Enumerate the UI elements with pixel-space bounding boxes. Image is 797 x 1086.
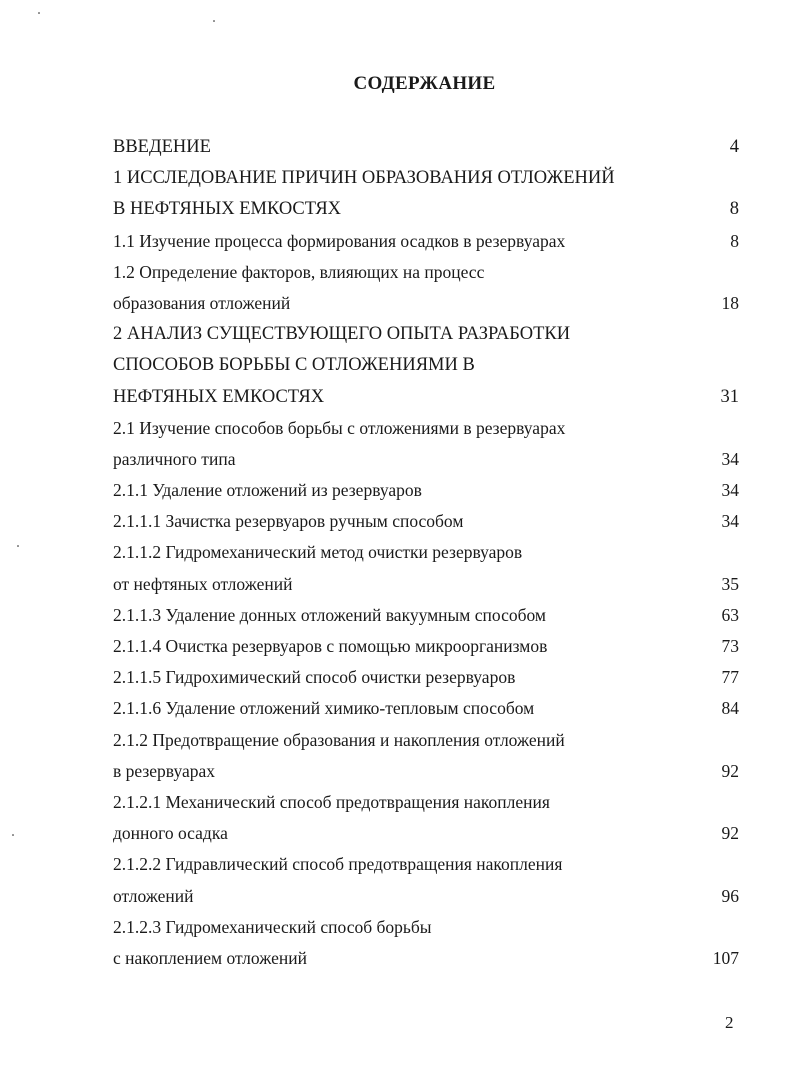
toc-entry (113, 756, 739, 787)
table-of-contents (113, 132, 739, 974)
toc-entry (113, 818, 739, 849)
toc-entry-title: образования отложений (113, 292, 291, 313)
page-title: СОДЕРЖАНИЕ (353, 73, 496, 94)
toc-entry-title: ВВЕДЕНИЕ (113, 137, 211, 157)
toc-entry-title: 2.1.2 Предотвращение образования и накопления отложений (113, 729, 565, 750)
toc-entry-title: 2.1.1.6 Удаление отложений химико-тепловым способом (113, 698, 535, 719)
toc-entry (113, 444, 739, 475)
toc-entry-page: 18 (721, 292, 739, 313)
toc-entry (113, 569, 739, 600)
toc-entry-page: 8 (729, 199, 739, 220)
toc-entry-page: 107 (712, 947, 739, 968)
toc-entry (113, 194, 739, 225)
toc-entry (113, 631, 739, 662)
toc-entry-page: 34 (721, 448, 739, 469)
toc-entry-title: 2.1.1.5 Гидрохимический способ очистки резервуаров (113, 667, 516, 688)
toc-entry (113, 257, 739, 288)
toc-entry (113, 912, 739, 943)
toc-entry-page: 34 (721, 511, 739, 532)
toc-entry (113, 943, 739, 974)
toc-entry-page: 92 (721, 823, 739, 844)
toc-entry-title: 2.1.1.3 Удаление донных отложений вакуумным способом (113, 604, 546, 625)
toc-entry-page: 96 (721, 885, 739, 906)
toc-entry (113, 506, 739, 537)
toc-entry-title: В НЕФТЯНЫХ ЕМКОСТЯХ (113, 199, 342, 220)
page-number: 2 (725, 1013, 734, 1032)
toc-entry-page: 92 (721, 760, 739, 781)
toc-entry-title: НЕФТЯНЫХ ЕМКОСТЯХ (113, 386, 325, 407)
toc-entry-title: 1.1 Изучение процесса формирования осадков в резервуарах (113, 230, 566, 251)
toc-entry-page: 35 (721, 573, 739, 594)
toc-entry (113, 693, 739, 724)
toc-entry-title: в резервуарах (113, 760, 216, 781)
toc-entry (113, 537, 739, 568)
toc-entry (113, 881, 739, 912)
toc-entry-page: 73 (721, 636, 739, 656)
toc-entry-title: СПОСОБОВ БОРЬБЫ С ОТЛОЖЕНИЯМИ В (113, 355, 475, 376)
toc-entry-page: 8 (730, 230, 739, 251)
toc-entry-title: 1.2 Определение факторов, влияющих на процесс (113, 261, 485, 282)
toc-entry-page: 34 (721, 480, 739, 501)
toc-entry-title: 2.1 Изучение способов борьбы с отложениями в резервуарах (113, 417, 566, 438)
toc-entry-title: 2.1.2.1 Механический способ предотвращения накопления (113, 791, 550, 812)
toc-entry (113, 413, 739, 444)
scan-speck (17, 545, 19, 547)
toc-entry (113, 849, 739, 880)
toc-entry-title: от нефтяных отложений (113, 573, 293, 594)
scan-speck (38, 12, 40, 14)
toc-entry-title: 1 ИССЛЕДОВАНИЕ ПРИЧИН ОБРАЗОВАНИЯ ОТЛОЖЕНИЙ (113, 168, 615, 189)
toc-entry (113, 319, 739, 350)
scan-speck (12, 834, 14, 836)
toc-entry-title: 2 АНАЛИЗ СУЩЕСТВУЮЩЕГО ОПЫТА РАЗРАБОТКИ (113, 324, 571, 345)
toc-entry-page: 4 (729, 137, 739, 157)
toc-entry-title: 2.1.1 Удаление отложений из резервуаров (113, 480, 422, 501)
toc-entry (113, 288, 739, 319)
toc-entry (113, 787, 739, 818)
toc-entry-title: отложений (113, 885, 194, 906)
toc-entry (113, 600, 739, 631)
toc-entry (113, 662, 739, 693)
toc-entry-title: 2.1.2.3 Гидромеханический способ борьбы (113, 916, 432, 937)
toc-entry (113, 350, 739, 381)
toc-entry (113, 725, 739, 756)
toc-entry-page: 63 (721, 604, 739, 625)
toc-entry-page: 31 (720, 386, 739, 407)
toc-entry (113, 132, 739, 163)
toc-entry-title: 2.1.1.1 Зачистка резервуаров ручным способом (113, 511, 464, 532)
toc-entry (113, 382, 739, 413)
toc-entry-title: донного осадка (113, 823, 228, 844)
toc-entry-page: 77 (721, 667, 739, 688)
toc-entry (113, 475, 739, 506)
toc-entry-title: 2.1.1.4 Очистка резервуаров с помощью микроорганизмов (113, 636, 548, 656)
toc-entry (113, 163, 739, 194)
toc-entry-title: 2.1.2.2 Гидравлический способ предотвращения накопления (113, 854, 563, 875)
toc-entry-title: с накоплением отложений (113, 947, 307, 968)
toc-entry (113, 226, 739, 257)
toc-entry-title: различного типа (113, 448, 236, 469)
scan-speck (213, 20, 215, 22)
toc-entry-title: 2.1.1.2 Гидромеханический метод очистки резервуаров (113, 542, 523, 563)
toc-entry-page: 84 (721, 698, 739, 719)
